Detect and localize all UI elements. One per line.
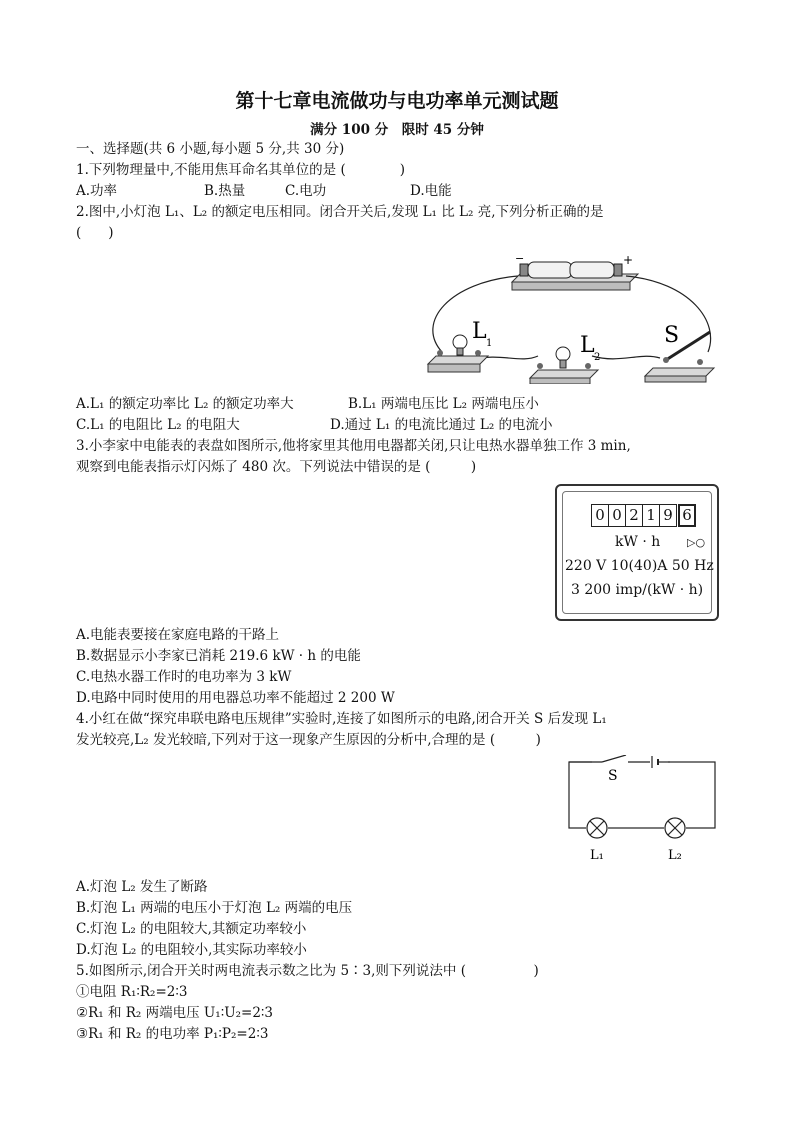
fig-label-l2: L₂ [668,848,682,863]
lamp-l1-icon [586,817,608,839]
lamp-l2-icon [664,817,686,839]
q3-option-b: B.数据显示小李家已消耗 219.6 kW · h 的电能 [76,648,361,664]
q3-option-c: C.电热水器工作时的电功率为 3 kW [76,669,292,685]
q1-option-b: B.热量 [204,183,246,199]
fig-sub-2: 2 [594,352,601,363]
q1-option-d: D.电能 [410,183,452,199]
svg-text:−: − [515,252,525,265]
q2-option-c: C.L₁ 的电阻比 L₂ 的电阻大 [76,417,240,433]
fig-label-s: S [608,768,618,784]
q5-stem: 5.如图所示,闭合开关时两电流表示数之比为 5∶3,则下列说法中 ( ) [76,963,539,979]
electric-meter-figure [555,484,719,621]
q1-stem: 1.下列物理量中,不能用焦耳命名其单位的是 ( ) [76,162,405,178]
fig-label-l1: L₁ [590,848,604,863]
battery-icon [512,252,638,290]
fig-label-s: S [664,323,680,348]
q3-option-d: D.电路中同时使用的用电器总功率不能超过 2 200 W [76,690,395,706]
q3-stem: 3.小李家中电能表的表盘如图所示,他将家里其他用电器都关闭,只让电热水器单独工作 3 min, [76,438,631,454]
meter-unit: kW · h [615,534,661,550]
page-title: 第十七章电流做功与电功率单元测试题 [235,90,559,112]
fig-label-l1: L [472,319,487,344]
q4-option-c: C.灯泡 L₂ 的电阻较大,其额定功率较小 [76,921,307,937]
q5-statement-1: ①电阻 R₁∶R₂=2∶3 [76,984,188,1000]
q5-statement-3: ③R₁ 和 R₂ 的电功率 P₁∶P₂=2∶3 [76,1026,269,1042]
meter-imp: 3 200 imp/(kW · h) [571,582,704,598]
q4-option-d: D.灯泡 L₂ 的电阻较小,其实际功率较小 [76,942,307,958]
q2-stem-2: ( ) [76,225,114,241]
section-heading: 一、选择题(共 6 小题,每小题 5 分,共 30 分) [76,141,345,157]
q1-option-a: A.功率 [76,183,118,199]
fig-sub-1: 1 [486,338,493,349]
indicator-light-icon: ▷○ [687,536,706,549]
page-subtitle: 满分 100 分 限时 45 分钟 [310,122,484,138]
q4-circuit-figure [562,755,722,867]
svg-text:+: + [623,253,634,267]
q2-circuit-figure [420,252,725,384]
q4-option-a: A.灯泡 L₂ 发生了断路 [76,879,208,895]
q2-option-b: B.L₁ 两端电压比 L₂ 两端电压小 [348,396,539,412]
q2-option-a: A.L₁ 的额定功率比 L₂ 的额定功率大 [76,396,294,412]
q3-stem-2: 观察到电能表指示灯闪烁了 480 次。下列说法中错误的是 ( ) [76,459,477,475]
meter-spec: 220 V 10(40)A 50 Hz [565,558,714,574]
q1-option-c: C.电功 [285,183,327,199]
q4-stem-2: 发光较亮,L₂ 发光较暗,下列对于这一现象产生原因的分析中,合理的是 ( ) [76,732,541,748]
q2-stem: 2.图中,小灯泡 L₁、L₂ 的额定电压相同。闭合开关后,发现 L₁ 比 L₂ 亮,下列分析正确的是 [76,204,604,220]
q5-statement-2: ②R₁ 和 R₂ 两端电压 U₁∶U₂=2∶3 [76,1005,274,1021]
fig-label-l2: L [580,333,595,358]
q4-stem: 4.小红在做“探究串联电路电压规律”实验时,连接了如图所示的电路,闭合开关 S 后发现 L₁ [76,711,607,727]
q2-option-d: D.通过 L₁ 的电流比通过 L₂ 的电流小 [330,417,553,433]
meter-digits: 0 0 2 1 9 6 [591,504,696,527]
q3-option-a: A.电能表要接在家庭电路的干路上 [76,627,280,643]
q4-option-b: B.灯泡 L₁ 两端的电压小于灯泡 L₂ 两端的电压 [76,900,353,916]
